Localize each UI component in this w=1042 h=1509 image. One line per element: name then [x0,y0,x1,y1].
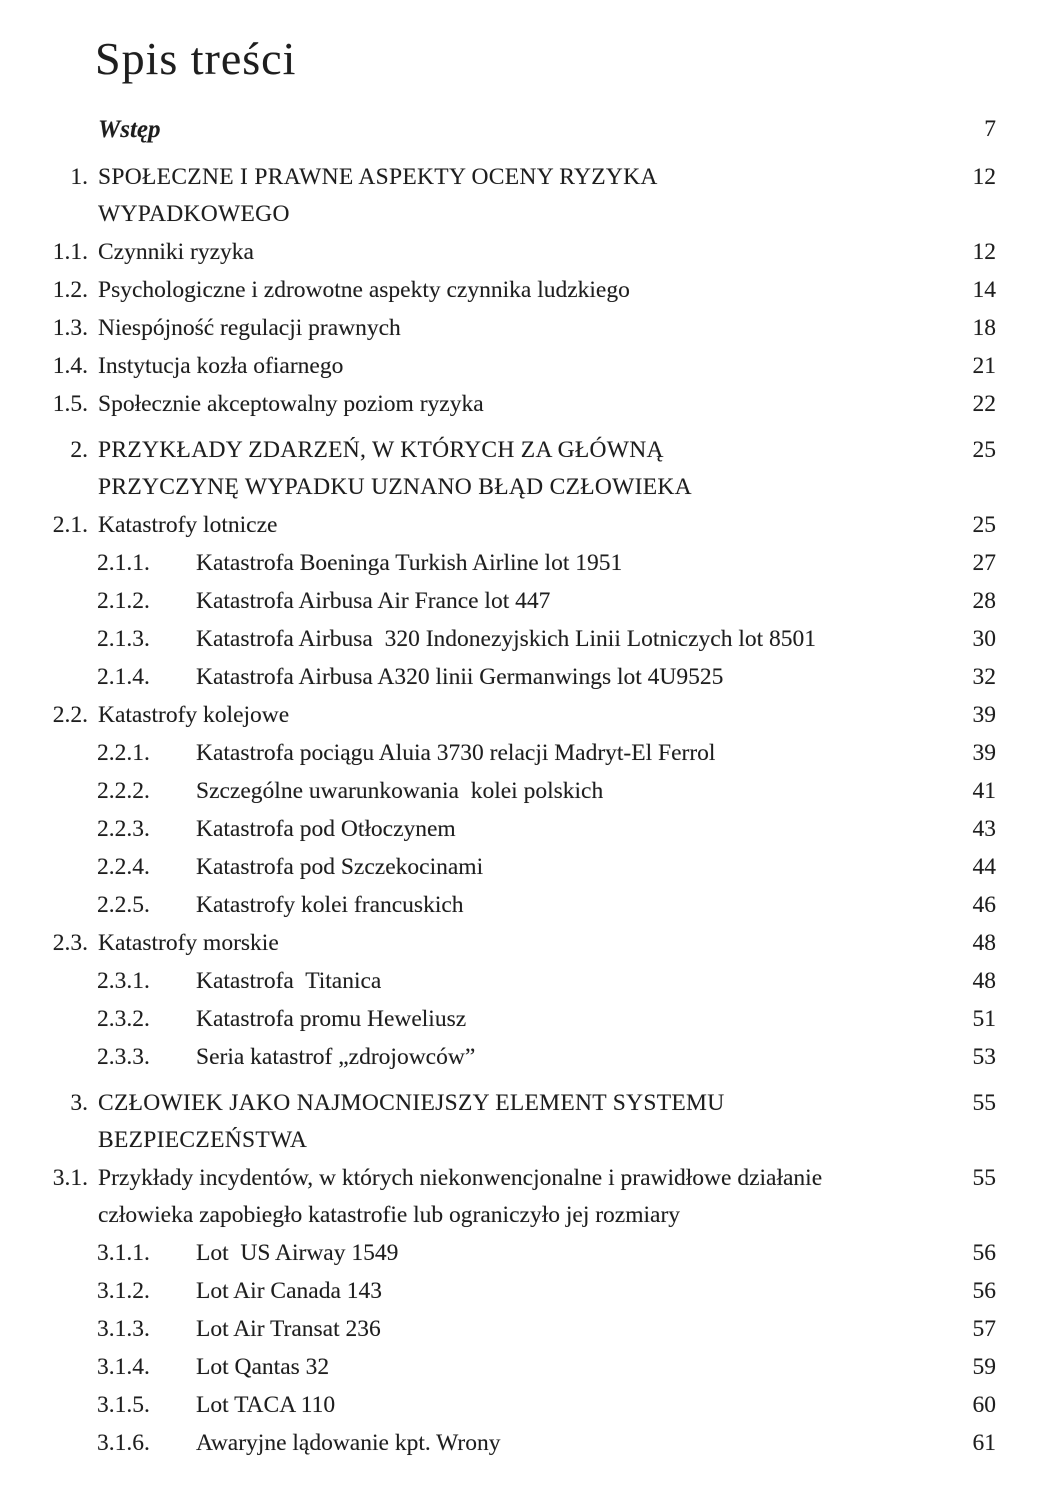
entry-label: Psychologiczne i zdrowotne aspekty czynnika ludzkiego [98,276,630,303]
toc-entry [0,432,996,506]
entry-page: 12 [972,238,996,265]
entry-number: 3.1.5. [97,1391,150,1418]
toc-entry [0,621,996,658]
toc-entry [0,925,996,962]
page-title: Spis treści [95,33,297,84]
toc-entry [0,348,996,385]
entry-page: 46 [972,891,996,918]
entry-page: 32 [972,663,996,690]
entry-number: 1.2. [52,276,88,303]
entry-label: Katastrofa promu Heweliusz [196,1005,467,1032]
entry-label: Katastrofa Airbusa Air France lot 447 [196,587,551,614]
entry-number: 2.1.2. [97,587,150,614]
entry-label: Katastrofa Boeninga Turkish Airline lot 1951 [196,549,623,576]
entry-page: 43 [972,815,996,842]
toc-entry [0,1311,996,1348]
entry-number: 3.1. [52,1164,88,1191]
entry-label: Seria katastrof „zdrojowców” [196,1043,476,1070]
entry-label: PRZYKŁADY ZDARZEŃ, W KTÓRYCH ZA GŁÓWNĄ PRZYCZYNĘ WYPADKU UZNANO BŁĄD CZŁOWIEKA [98,436,692,500]
entry-label: Katastrofy kolejowe [98,701,290,728]
entry-number: 2.1. [52,511,88,538]
entry-label: Awaryjne lądowanie kpt. Wrony [196,1429,501,1456]
toc-entry [0,963,996,1000]
toc-entry [0,887,996,924]
entry-label: Lot US Airway 1549 [196,1239,399,1266]
entry-label: Lot Qantas 32 [196,1353,330,1380]
entry-label: Katastrofa Titanica [196,967,382,994]
entry-page: 48 [972,929,996,956]
entry-page: 56 [972,1239,996,1266]
toc-entry [0,272,996,309]
entry-label: Czynniki ryzyka [98,238,254,265]
toc-entry [0,697,996,734]
entry-page: 25 [972,436,996,463]
entry-label: Katastrofa pociągu Aluia 3730 relacji Madryt-El Ferrol [196,739,716,766]
entry-label: Katastrofy morskie [98,929,279,956]
toc-entry [0,545,996,582]
entry-page: 44 [972,853,996,880]
entry-number: 2.2.2. [97,777,150,804]
toc-entry [0,735,996,772]
entry-number: 3.1.6. [97,1429,150,1456]
entry-number: 1.5. [52,390,88,417]
entry-page: 56 [972,1277,996,1304]
entry-number: 1.1. [52,238,88,265]
entry-number: 3. [70,1089,88,1116]
toc-entry [0,1001,996,1038]
entry-number: 2.3.3. [97,1043,150,1070]
entry-page: 30 [972,625,996,652]
entry-page: 14 [972,276,996,303]
entry-number: 2.1.3. [97,625,150,652]
entry-number: 2.2.5. [97,891,150,918]
entry-page: 60 [972,1391,996,1418]
toc-entry [0,507,996,544]
entry-page: 57 [972,1315,996,1342]
entry-number: 2.3.1. [97,967,150,994]
toc-list [0,159,996,1462]
entry-label: Katastrofa pod Szczekocinami [196,853,484,880]
toc-entry [0,234,996,271]
entry-number: 2.3. [52,929,88,956]
entry-page: 53 [972,1043,996,1070]
toc-entry [0,1085,996,1159]
entry-page: 22 [972,390,996,417]
toc-entry [0,659,996,696]
entry-label: SPOŁECZNE I PRAWNE ASPEKTY OCENY RYZYKA WYPADKOWEGO [98,163,663,227]
entry-label: Lot Air Transat 236 [196,1315,381,1342]
entry-label: Szczególne uwarunkowania kolei polskich [196,777,604,804]
entry-label: Katastrofa Airbusa 320 Indonezyjskich Linii Lotniczych lot 8501 [196,625,816,652]
entry-number: 3.1.2. [97,1277,150,1304]
entry-number: 2.1.4. [97,663,150,690]
entry-page: 48 [972,967,996,994]
toc-entry [0,1273,996,1310]
toc-entry-intro [0,111,996,148]
entry-label: Katastrofa pod Otłoczynem [196,815,456,842]
toc-entry [0,1349,996,1386]
entry-page: 39 [972,701,996,728]
entry-number: 2.3.2. [97,1005,150,1032]
entry-label: Lot Air Canada 143 [196,1277,383,1304]
entry-label: CZŁOWIEK JAKO NAJMOCNIEJSZY ELEMENT SYSTEMU BEZPIECZEŃSTWA [98,1089,731,1153]
toc-entry [0,1235,996,1272]
entry-label: Niespójność regulacji prawnych [98,314,401,341]
toc-entry [0,849,996,886]
entry-label: Instytucja kozła ofiarnego [98,352,344,379]
entry-number: 2. [70,436,88,463]
entry-number: 3.1.1. [97,1239,150,1266]
toc-entry [0,310,996,347]
entry-page: 27 [972,549,996,576]
toc-entry [0,583,996,620]
toc-entry [0,1387,996,1424]
entry-page: 7 [984,115,996,142]
toc-entry [0,811,996,848]
entry-number: 2.2. [52,701,88,728]
entry-page: 61 [972,1429,996,1456]
entry-number: 2.2.1. [97,739,150,766]
entry-label: Katastrofy kolei francuskich [196,891,464,918]
entry-page: 39 [972,739,996,766]
toc-entry [0,386,996,423]
entry-number: 3.1.3. [97,1315,150,1342]
entry-page: 51 [972,1005,996,1032]
entry-label: Katastrofa Airbusa A320 linii Germanwings lot 4U9525 [196,663,724,690]
entry-number: 1.3. [52,314,88,341]
entry-page: 55 [972,1164,996,1191]
entry-number: 1.4. [52,352,88,379]
entry-label: Lot TACA 110 [196,1391,336,1418]
entry-number: 2.2.3. [97,815,150,842]
entry-page: 55 [972,1089,996,1116]
toc-entry [0,1160,996,1234]
toc-entry [0,1425,996,1462]
entry-number: 2.2.4. [97,853,150,880]
entry-label: Przykłady incydentów, w których niekonwencjonalne i prawidłowe działanie człowieka zapobiegło katastrofie lub ograniczyło jej rozmiary [98,1164,829,1228]
entry-page: 18 [972,314,996,341]
toc-entry [0,1039,996,1076]
entry-page: 25 [972,511,996,538]
entry-number: 3.1.4. [97,1353,150,1380]
entry-label: Wstęp [98,115,161,143]
entry-number: 2.1.1. [97,549,150,576]
entry-page: 28 [972,587,996,614]
entry-page: 21 [972,352,996,379]
entry-label: Katastrofy lotnicze [98,511,278,538]
toc-entry [0,773,996,810]
entry-number: 1. [70,163,88,190]
entry-label: Społecznie akceptowalny poziom ryzyka [98,390,484,417]
toc-entry [0,159,996,233]
entry-page: 12 [972,163,996,190]
entry-page: 41 [972,777,996,804]
entry-page: 59 [972,1353,996,1380]
